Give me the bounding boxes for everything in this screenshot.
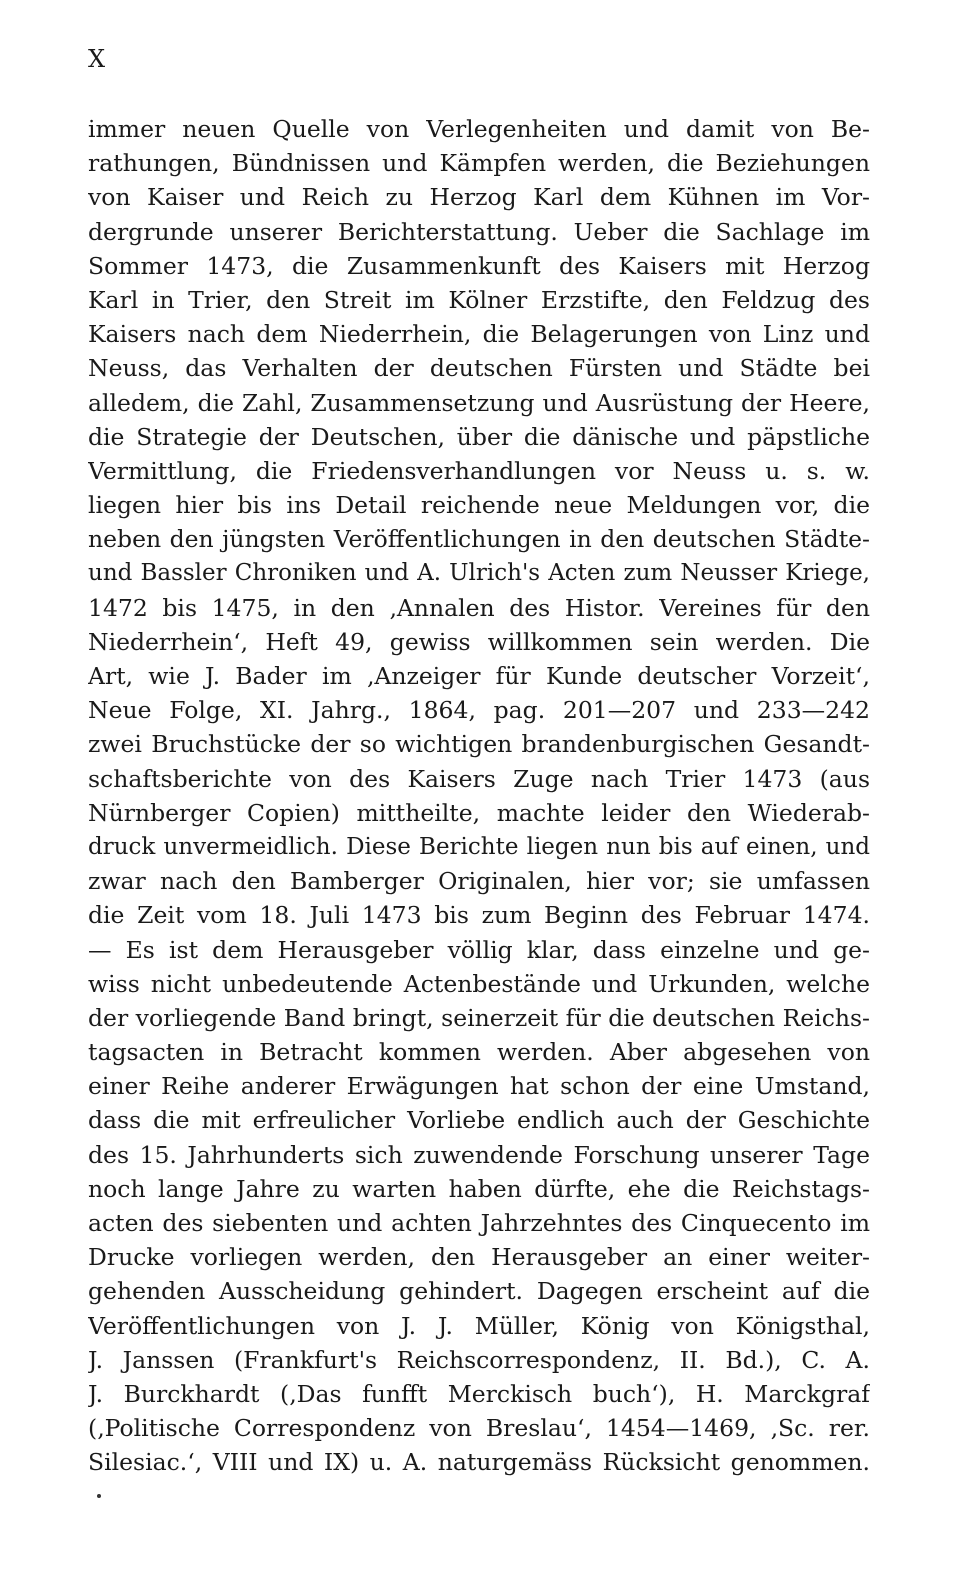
text-line: einer Reihe anderer Erwägungen hat schon der eine Umstand, bbox=[88, 1072, 870, 1101]
text-line: wiss nicht unbedeutende Actenbestände und Urkunden, welche bbox=[88, 969, 870, 998]
body-text bbox=[88, 112, 870, 1480]
text-line: J. Janssen (Frankfurt's Reichscorrespondenz, II. Bd.), C. A. bbox=[88, 1345, 870, 1374]
text-line: acten des siebenten und achten Jahrzehntes des Cinquecento im bbox=[88, 1209, 870, 1237]
text-line: des 15. Jahrhunderts sich zuwendende Forschung unserer Tage bbox=[88, 1140, 870, 1169]
text-line: (‚Politische Correspondenz von Breslau‘, 1454—1469, ‚Sc. rer. bbox=[88, 1414, 870, 1443]
text-line: alledem, die Zahl, Zusammensetzung und Ausrüstung der Heere, bbox=[88, 388, 870, 417]
text-line: Neue Folge, XI. Jahrg., 1864, pag. 201—207 und 233—242 bbox=[88, 696, 870, 725]
text-line: Neuss, das Verhalten der deutschen Fürsten und Städte bei bbox=[88, 354, 870, 383]
text-line: Nürnberger Copien) mittheilte, machte leider den Wiederab- bbox=[88, 798, 870, 827]
text-line: Silesiac.‘, VIII und IX) u. A. naturgemäss Rücksicht genommen. bbox=[88, 1448, 870, 1477]
text-line: gehenden Ausscheidung gehindert. Dagegen erscheint auf die bbox=[88, 1277, 870, 1306]
text-line: Karl in Trier, den Streit im Kölner Erzstifte, den Feldzug des bbox=[88, 285, 870, 314]
text-line: schaftsberichte von des Kaisers Zuge nach Trier 1473 (aus bbox=[88, 764, 870, 793]
page-number: X bbox=[88, 45, 107, 73]
text-line: Sommer 1473, die Zusammenkunft des Kaisers mit Herzog bbox=[88, 251, 870, 280]
text-line: 1472 bis 1475, in den ‚Annalen des Histor. Vereines für den bbox=[88, 593, 870, 622]
text-line: liegen hier bis ins Detail reichende neue Meldungen vor, die bbox=[88, 491, 870, 520]
text-line: die Strategie der Deutschen, über die dänische und päpstliche bbox=[88, 422, 870, 451]
text-line: Veröffentlichungen von J. J. Müller, König von Königsthal, bbox=[88, 1311, 870, 1340]
text-line: zwei Bruchstücke der so wichtigen brandenburgischen Gesandt- bbox=[88, 730, 870, 759]
text-line: Vermittlung, die Friedensverhandlungen vor Neuss u. s. w. bbox=[88, 456, 870, 485]
text-line: Kaisers nach dem Niederrhein, die Belagerungen von Linz und bbox=[88, 320, 870, 349]
text-line: tagsacten in Betracht kommen werden. Aber abgesehen von bbox=[88, 1038, 870, 1067]
text-line: — Es ist dem Herausgeber völlig klar, dass einzelne und ge- bbox=[88, 935, 870, 964]
text-line: der vorliegende Band bringt, seinerzeit für die deutschen Reichs- bbox=[88, 1003, 870, 1032]
text-line: druck unvermeidlich. Diese Berichte liegen nun bis auf einen, und bbox=[88, 833, 870, 860]
text-line: von Kaiser und Reich zu Herzog Karl dem Kühnen im Vor- bbox=[88, 183, 870, 212]
text-line: rathungen, Bündnissen und Kämpfen werden, die Beziehungen bbox=[88, 149, 870, 178]
text-line: die Zeit vom 18. Juli 1473 bis zum Beginn des Februar 1474. bbox=[88, 901, 870, 930]
text-line: noch lange Jahre zu warten haben dürfte, ehe die Reichstags- bbox=[88, 1174, 870, 1203]
text-line: dergrunde unserer Berichterstattung. Ueber die Sachlage im bbox=[88, 217, 870, 246]
text-line: J. Burckhardt (‚Das funfft Merckisch buch‘), H. Marckgraf bbox=[88, 1379, 870, 1408]
printer-dot-mark bbox=[97, 1494, 101, 1498]
text-line: Drucke vorliegen werden, den Herausgeber an einer weiter- bbox=[88, 1243, 870, 1272]
text-line: zwar nach den Bamberger Originalen, hier vor; sie umfassen bbox=[88, 867, 870, 896]
text-line: immer neuen Quelle von Verlegenheiten und damit von Be- bbox=[88, 115, 870, 143]
text-line: und Bassler Chroniken und A. Ulrich's Acten zum Neusser Kriege, bbox=[88, 560, 870, 587]
text-line: neben den jüngsten Veröffentlichungen in den deutschen Städte- bbox=[88, 525, 870, 554]
text-line: dass die mit erfreulicher Vorliebe endlich auch der Geschichte bbox=[88, 1106, 870, 1135]
text-line: Art, wie J. Bader im ‚Anzeiger für Kunde deutscher Vorzeit‘, bbox=[88, 662, 870, 690]
text-line: Niederrhein‘, Heft 49, gewiss willkommen sein werden. Die bbox=[88, 627, 870, 656]
